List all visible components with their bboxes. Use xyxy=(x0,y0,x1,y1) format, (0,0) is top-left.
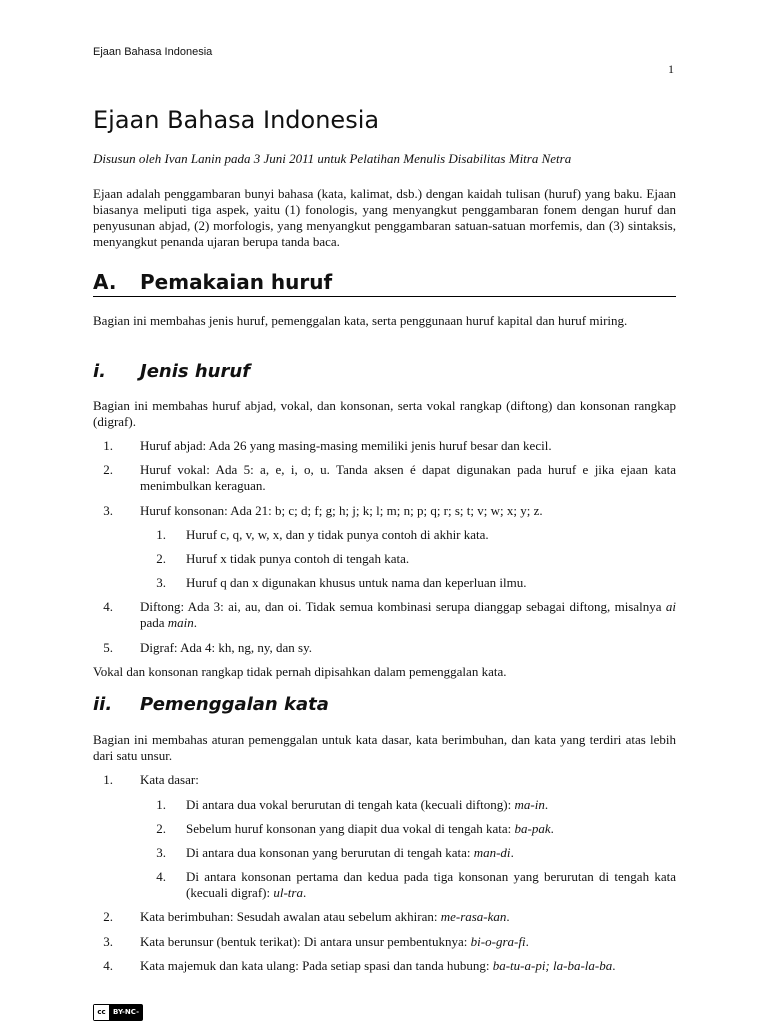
subsection-title: Pemenggalan kata xyxy=(140,694,329,715)
list-item-text: Huruf abjad: Ada 26 yang masing-masing memiliki jenis huruf besar dan kecil. xyxy=(140,438,552,453)
list-item-text xyxy=(140,599,676,631)
list-marker: 2. xyxy=(156,551,166,566)
example-word: ai xyxy=(665,599,676,614)
closing-text: Vokal dan konsonan rangkap tidak pernah dipisahkan dalam pemenggalan kata. xyxy=(93,664,507,679)
section-a-intro xyxy=(93,313,676,329)
example-word: ul-tra xyxy=(273,885,303,900)
text-segment: Kata berunsur (bentuk terikat): Di antara unsur pembentuknya: xyxy=(140,934,471,949)
list-item-text xyxy=(186,821,676,837)
cc-license-icon[interactable] xyxy=(93,1004,143,1031)
list-marker: 5. xyxy=(103,640,113,655)
intro-text: Ejaan adalah penggambaran bunyi bahasa (kata, kalimat, dsb.) dengan kaidah tulisan (huruf) yang baku. Ejaan biasanya meliputi tiga aspek, yaitu (1) fonologis, yang menyangkut penggambaran fonem dengan huruf dan penyusunan abjad, (2) morfologis, yang menyangkut penggambaran satuan-satuan morfemis, dan (3) sintaksis, menyangkut penanda ujaran berupa tanda baca. xyxy=(93,186,676,249)
text-segment: . xyxy=(550,821,554,836)
document-title: Ejaan Bahasa Indonesia xyxy=(93,106,380,134)
list-item-text: Huruf q dan x digunakan khusus untuk nama dan keperluan ilmu. xyxy=(186,575,527,590)
subsection-ii-intro-text: Bagian ini membahas aturan pemenggalan untuk kata dasar, kata berimbuhan, dan kata yang terdiri atas lebih dari satu unsur. xyxy=(93,732,676,763)
list-marker: 1. xyxy=(156,797,166,812)
section-heading-a xyxy=(93,270,676,297)
list-item-text: Kata dasar: xyxy=(140,772,199,787)
list-item-text xyxy=(186,845,676,861)
subsection-ii-intro xyxy=(93,732,676,764)
list-marker: 3. xyxy=(156,575,166,590)
list-marker: 3. xyxy=(103,934,113,949)
list-marker: 1. xyxy=(156,527,166,542)
text-segment: Kata majemuk dan kata ulang: Pada setiap spasi dan tanda hubung: xyxy=(140,958,493,973)
example-word: main xyxy=(167,615,194,630)
example-word: me-rasa-kan xyxy=(440,909,507,924)
example-word: man-di xyxy=(473,845,511,860)
list-item-text: Huruf vokal: Ada 5: a, e, i, o, u. Tanda aksen é dapat digunakan pada huruf e jika ejaan kata menimbulkan keraguan. xyxy=(140,462,676,493)
example-word: ba-tu-a-pi; la-ba-la-ba xyxy=(492,958,613,973)
list-item-text xyxy=(186,797,676,813)
subsection-title: Jenis huruf xyxy=(140,361,251,382)
section-number: A. xyxy=(93,270,117,294)
text-segment: . xyxy=(525,934,529,949)
example-word: ma-in xyxy=(514,797,545,812)
list-marker: 4. xyxy=(103,958,113,973)
list-marker: 4. xyxy=(103,599,113,614)
list-marker: 2. xyxy=(156,821,166,836)
text-segment: Di antara dua konsonan yang berurutan di tengah kata: xyxy=(186,845,474,860)
intro-paragraph xyxy=(93,186,676,250)
subsection-i-intro xyxy=(93,398,676,430)
section-a-intro-text: Bagian ini membahas jenis huruf, pemenggalan kata, serta penggunaan huruf kapital dan huruf miring. xyxy=(93,313,628,328)
text-segment: Di antara konsonan pertama dan kedua pada tiga konsonan yang berurutan di tengah kata (kecuali digraf): xyxy=(186,869,676,900)
list-marker: 2. xyxy=(103,909,113,924)
list-marker: 1. xyxy=(103,772,113,787)
page-number: 1 xyxy=(668,62,674,76)
list-item-text: Huruf konsonan: Ada 21: b; c; d; f; g; h; j; k; l; m; n; p; q; r; s; t; v; w; x; y; z. xyxy=(140,503,543,518)
section-title: Pemakaian huruf xyxy=(140,270,333,294)
text-segment: pada xyxy=(140,615,168,630)
example-word: ba-pak xyxy=(514,821,551,836)
subsection-number: ii. xyxy=(93,694,113,715)
cc-license-label: BY-NC-SA xyxy=(110,1005,142,1020)
running-header: Ejaan Bahasa Indonesia xyxy=(93,46,213,58)
list-item-text xyxy=(140,934,676,950)
list-item-text: Huruf x tidak punya contoh di tengah kata. xyxy=(186,551,410,566)
list-item-text xyxy=(186,869,676,901)
text-segment: . xyxy=(193,615,198,630)
byline: Disusun oleh Ivan Lanin pada 3 Juni 2011 untuk Pelatihan Menulis Disabilitas Mitra Netra xyxy=(93,151,572,166)
text-segment: . xyxy=(302,885,307,900)
list-item-text xyxy=(140,909,676,925)
list-item-text: Huruf c, q, v, w, x, dan y tidak punya contoh di akhir kata. xyxy=(186,527,489,542)
list-marker: 3. xyxy=(156,845,166,860)
list-marker: 2. xyxy=(103,462,113,477)
list-marker: 3. xyxy=(103,503,113,518)
subsection-number: i. xyxy=(93,361,107,382)
text-segment: Diftong: Ada 3: ai, au, dan oi. Tidak semua kombinasi serupa dianggap sebagai diftong, misalnya xyxy=(140,599,666,614)
text-segment: Kata berimbuhan: Sesudah awalan atau sebelum akhiran: xyxy=(140,909,441,924)
text-segment: . xyxy=(510,845,514,860)
list-marker: 4. xyxy=(156,869,166,884)
text-segment: . xyxy=(612,958,616,973)
list-marker: 1. xyxy=(103,438,113,453)
text-segment: Sebelum huruf konsonan yang diapit dua vokal di tengah kata: xyxy=(186,821,515,836)
list-item-text: Digraf: Ada 4: kh, ng, ny, dan sy. xyxy=(140,640,312,655)
cc-logo-label: cc xyxy=(94,1005,110,1020)
text-segment: . xyxy=(544,797,549,812)
subsection-i-closing xyxy=(93,664,676,680)
subsection-i-intro-text: Bagian ini membahas huruf abjad, vokal, dan konsonan, serta vokal rangkap (diftong) dan konsonan rangkap (digraf). xyxy=(93,398,676,429)
example-word: bi-o-gra-fi xyxy=(470,934,526,949)
list-item-text xyxy=(140,958,676,974)
text-segment: Di antara dua vokal berurutan di tengah kata (kecuali diftong): xyxy=(186,797,515,812)
text-segment: . xyxy=(506,909,510,924)
